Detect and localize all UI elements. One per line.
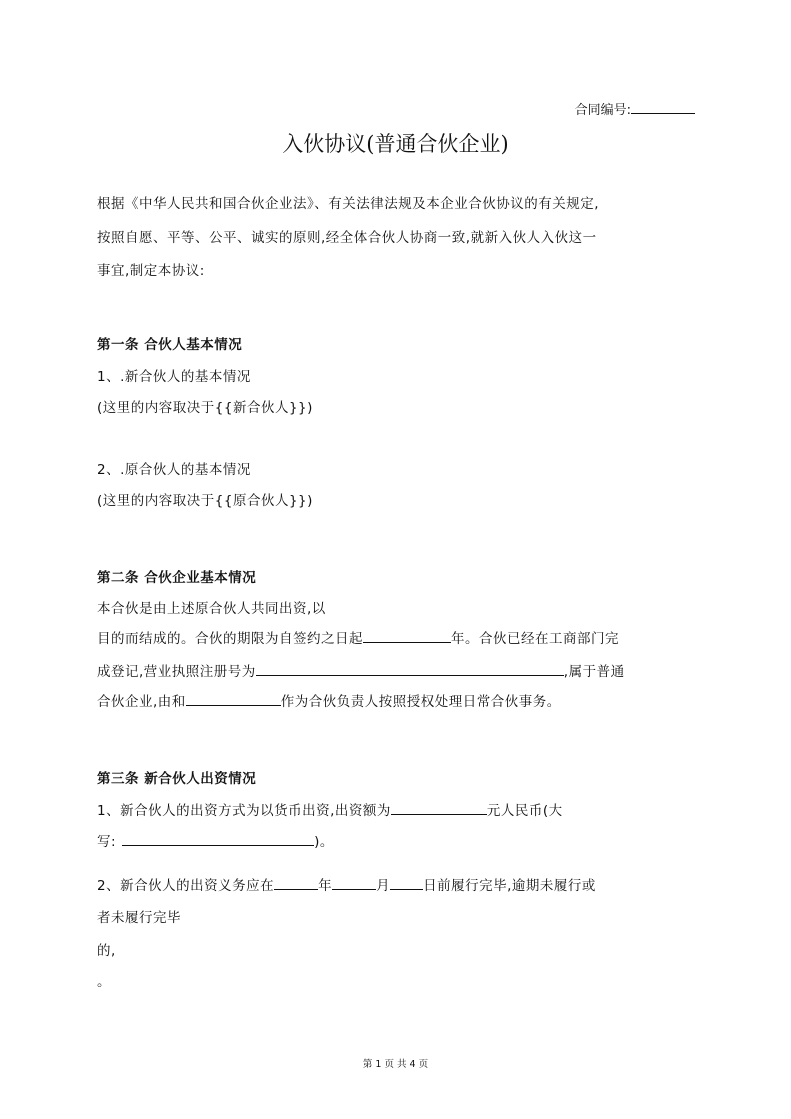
article-3-line-3-month: 月 <box>376 878 391 894</box>
document-title: 入伙协议(普通合伙企业) <box>282 132 509 156</box>
term-years-blank <box>363 627 451 643</box>
contract-number-label: 合同编号: <box>574 103 631 118</box>
article-2-line-2-text-a: 目的而结成的。合伙的期限为自签约之日起 <box>97 631 363 647</box>
article-3-line-2-text-a: 写: <box>97 834 117 850</box>
article-1-item-1: 1、.新合伙人的基本情况 <box>97 369 251 385</box>
contract-number-blank <box>631 98 695 114</box>
contract-number <box>575 98 695 118</box>
article-1-item-1-note: (这里的内容取决于{{新合伙人}}) <box>97 400 313 416</box>
amount-in-words-blank <box>122 830 314 846</box>
article-3-line-6: 。 <box>97 974 111 990</box>
article-3-line-1-text-a: 1、新合伙人的出资方式为以货币出资,出资额为 <box>97 803 391 819</box>
article-3-line-1 <box>97 799 563 819</box>
article-2-line-2-text-b: 年。合伙已经在工商部门完 <box>451 631 619 647</box>
due-month-blank <box>332 874 376 890</box>
preamble-line-2: 按照自愿、平等、公平、诚实的原则,经全体合伙人协商一致,就新入伙人入伙这一 <box>97 230 597 246</box>
article-1-heading: 第一条 合伙人基本情况 <box>97 337 243 353</box>
article-3-line-3-year: 年 <box>318 878 333 894</box>
preamble-line-1: 根据《中华人民共和国合伙企业法》、有关法律法规及本企业合伙协议的有关规定, <box>97 196 600 212</box>
article-3-line-2-text-b: )。 <box>314 834 334 850</box>
due-year-blank <box>274 874 318 890</box>
page-footer: 第 1 页 共 4 页 <box>362 1059 429 1070</box>
article-1-item-2-note: (这里的内容取决于{{原合伙人}}) <box>97 493 313 509</box>
partner-in-charge-blank <box>186 690 281 706</box>
article-3-line-2 <box>97 830 334 850</box>
article-2-line-4 <box>97 690 561 710</box>
article-2-line-4-text-a: 合伙企业,由和 <box>97 694 186 710</box>
preamble-line-3: 事宜,制定本协议: <box>97 263 205 279</box>
article-2-line-3-text-b: ,属于普通 <box>563 664 625 680</box>
article-2-line-2 <box>97 627 619 647</box>
article-2-line-3 <box>97 660 625 680</box>
article-2-line-1: 本合伙是由上述原合伙人共同出资,以 <box>97 601 326 617</box>
due-day-blank <box>390 874 423 890</box>
article-2-line-4-text-b: 作为合伙负责人按照授权处理日常合伙事务。 <box>280 694 561 710</box>
article-3-line-5: 的, <box>97 943 116 959</box>
article-3-line-4: 者未履行完毕 <box>97 910 181 926</box>
article-2-line-3-text-a: 成登记,营业执照注册号为 <box>97 664 256 680</box>
registration-number-blank <box>256 660 564 676</box>
contribution-amount-blank <box>391 799 487 815</box>
article-3-heading: 第三条 新合伙人出资情况 <box>97 771 257 787</box>
article-3-line-1-text-b: 元人民币(大 <box>486 803 563 819</box>
article-3-line-3-text-a: 2、新合伙人的出资义务应在 <box>97 878 275 894</box>
article-3-line-3-text-d: 日前履行完毕,逾期未履行或 <box>423 878 596 894</box>
article-1-item-2: 2、.原合伙人的基本情况 <box>97 462 251 478</box>
article-3-line-3 <box>97 874 596 894</box>
article-2-heading: 第二条 合伙企业基本情况 <box>97 570 257 586</box>
